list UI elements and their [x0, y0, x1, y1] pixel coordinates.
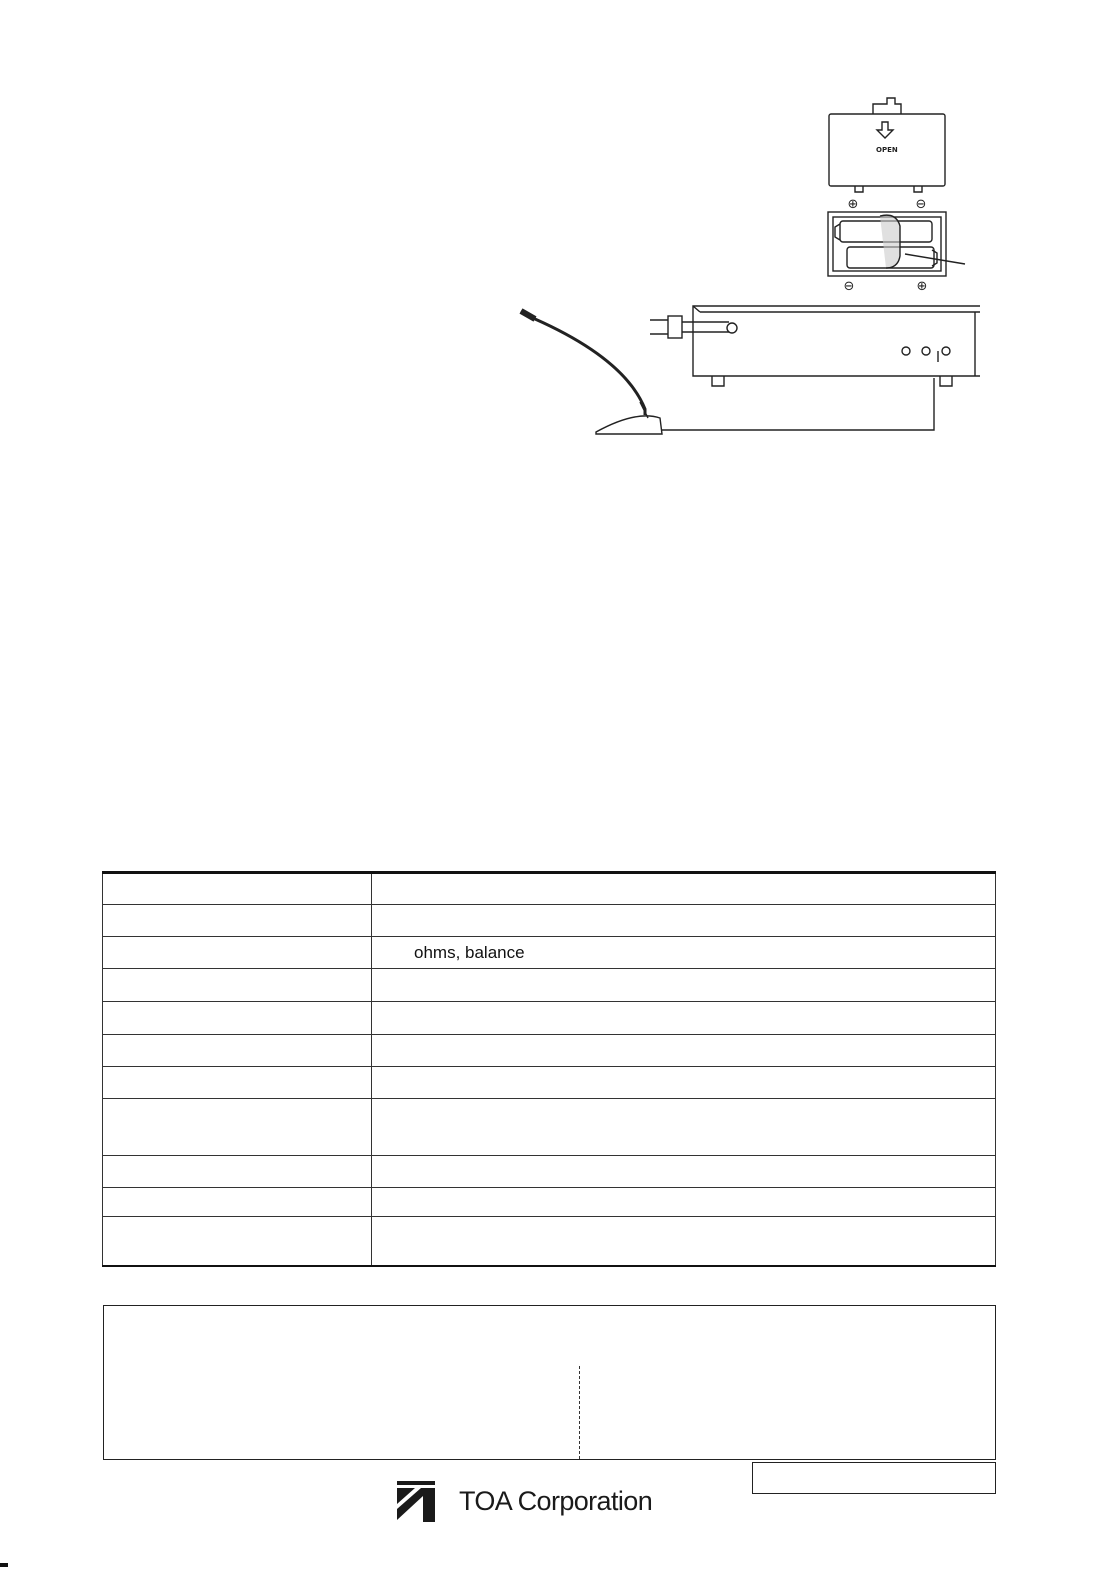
spec-label: [103, 1035, 372, 1067]
brand-name: TOA Corporation: [459, 1485, 653, 1516]
spec-value: [372, 1099, 996, 1156]
spec-label: [103, 1099, 372, 1156]
table-row: [103, 1156, 996, 1188]
cover-open-label: OPEN: [876, 146, 898, 154]
table-row: [103, 1035, 996, 1067]
battery-cover: [829, 98, 945, 192]
spec-value: [372, 905, 996, 937]
crop-mark: [0, 1563, 8, 1567]
spec-label: [103, 1156, 372, 1188]
table-row: [103, 1099, 996, 1156]
gooseneck-microphone: [521, 311, 938, 434]
table-row: [103, 1188, 996, 1217]
spec-label: [103, 1188, 372, 1217]
document-code-box: [752, 1462, 996, 1494]
table-row: [103, 873, 996, 905]
spec-label: [103, 873, 372, 905]
spec-value: [372, 1002, 996, 1035]
spec-value: [372, 1067, 996, 1099]
battery-holder: [828, 212, 965, 276]
polarity-plus-icon: ⊕: [847, 197, 859, 212]
spec-value: [372, 1188, 996, 1217]
toa-logo-icon: [395, 1479, 437, 1523]
spec-label: [103, 1067, 372, 1099]
spec-value: [372, 1035, 996, 1067]
spec-value: [372, 1217, 996, 1266]
polarity-minus-icon: ⊖: [843, 279, 855, 294]
table-row: [103, 937, 996, 969]
table-row: [103, 1002, 996, 1035]
table-row: [103, 1067, 996, 1099]
polarity-plus-icon: ⊕: [916, 279, 928, 294]
dashed-divider: [579, 1366, 580, 1459]
spec-value: [372, 1156, 996, 1188]
spec-label: [103, 1002, 372, 1035]
base-unit: [693, 306, 980, 386]
spec-label: [103, 1217, 372, 1266]
polarity-minus-icon: ⊖: [915, 197, 927, 212]
spec-value: [372, 873, 996, 905]
power-plug: [650, 316, 729, 338]
spec-label: [103, 937, 372, 969]
spec-label: [103, 905, 372, 937]
specifications-table: [102, 871, 996, 1267]
spec-label: [103, 969, 372, 1002]
spec-value: ohms, balance: [372, 937, 996, 969]
brand-footer: [395, 1478, 652, 1524]
spec-value: [372, 969, 996, 1002]
table-row: [103, 1217, 996, 1266]
connection-diagram: [500, 85, 980, 455]
table-row: [103, 969, 996, 1002]
table-row: [103, 905, 996, 937]
notice-box: [103, 1305, 996, 1460]
